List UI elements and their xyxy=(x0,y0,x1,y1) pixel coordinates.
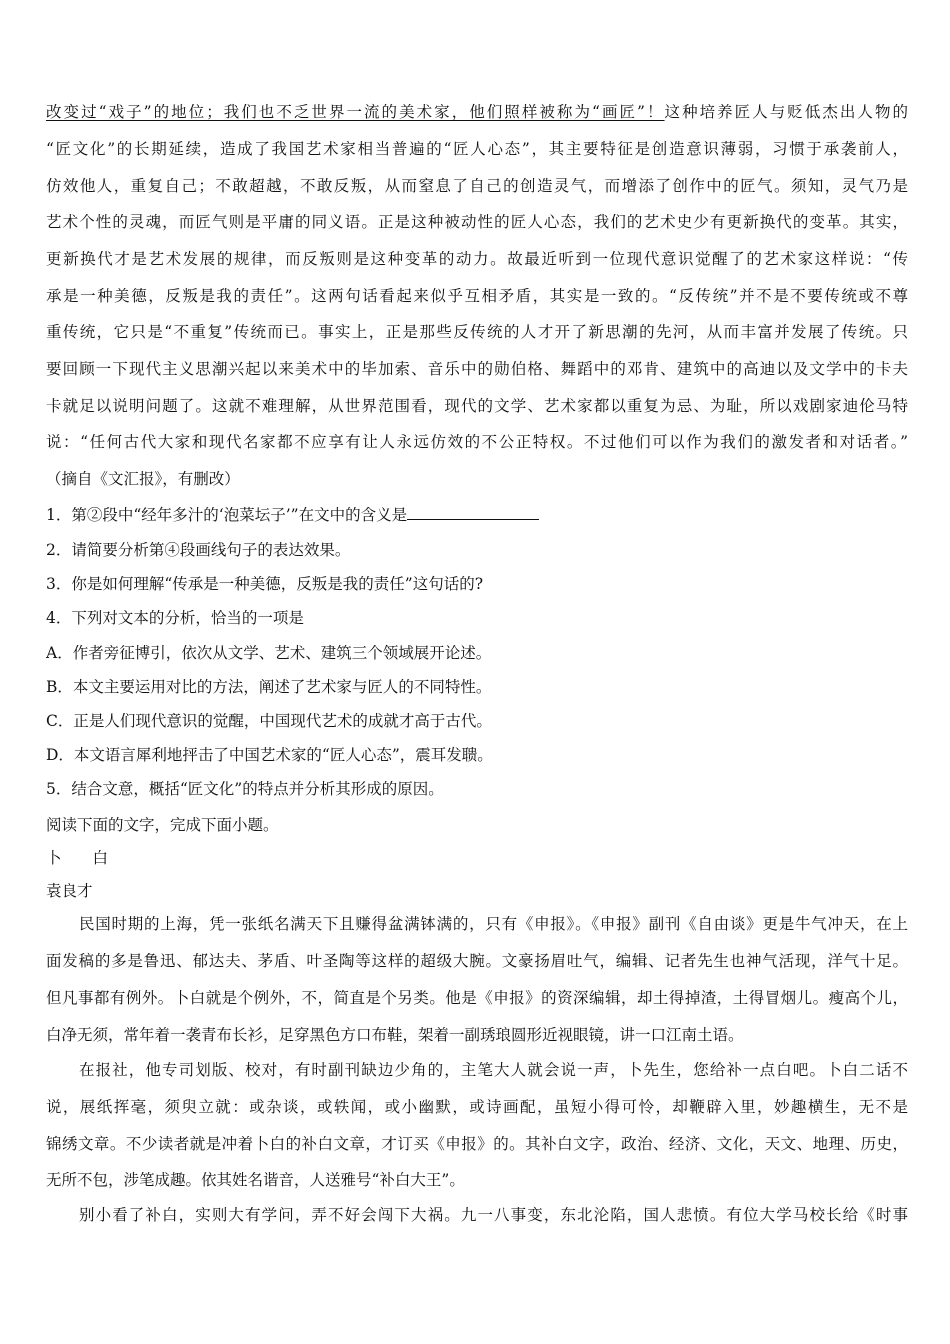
question-1 xyxy=(46,505,908,525)
passage2-line-4: 白净无须，常年着一袭青布长衫，足穿黑色方口布鞋，架着一副琇琅圆形近视眼镜，讲一口江南土语。 xyxy=(46,1026,744,1044)
passage1-line-8: 要回顾一下现代主义思潮兴起以来美术中的毕加索、音乐中的勋伯格、舞蹈中的邓肯、建筑中的高迪以及文学中的卡夫 xyxy=(46,360,908,378)
passage2-line-5: 在报社，他专司划版、校对，有时副刊缺边少角的，主笔大人就会说一声，卜先生，您给补一点白吧。卜白二话不 xyxy=(79,1061,908,1079)
passage1-line-1-rest: 这种培养匠人与贬低杰出人物的 xyxy=(664,103,908,121)
passage2-line-9: 别小看了补白，实则大有学问，弄不好会闯下大祸。九一八事变，东北沦陷，国人悲愤。有位大学马校长给《时事 xyxy=(79,1206,908,1224)
passage2-line-2: 面发稿的多是鲁迅、郁达夫、茅盾、叶圣陶等这样的超级大腕。文豪扬眉吐气，编辑、记者先生也神气活现，洋气十足。 xyxy=(46,952,908,970)
passage2-line-7: 锦绣文章。不少读者就是冲着卜白的补白文章，才订买《申报》的。其补白文字，政治、经济、文化，天文、地理、历史， xyxy=(46,1135,908,1153)
passage2-line-6: 说，展纸挥毫，须臾立就：或杂谈，或轶闻，或小幽默，或诗画配，虽短小得可怜，却鞭辟入里，妙趣横生，无不是 xyxy=(46,1098,908,1116)
passage1-line-1 xyxy=(46,102,908,122)
question-2: 2．请简要分析第④段画线句子的表达效果。 xyxy=(46,541,351,559)
question-5: 5．结合文意，概括“匠文化”的特点并分析其形成的原因。 xyxy=(46,780,444,798)
passage1-source: （摘自《文汇报》，有删改） xyxy=(46,470,240,488)
question-3: 3．你是如何理解“传承是一种美德，反叛是我的责任”这句话的? xyxy=(46,575,484,593)
passage1-line-5: 更新换代才是艺术发展的规律，而反叛则是这种变革的动力。故最近听到一位现代意识觉醒了的艺术家这样说：“传 xyxy=(46,250,908,268)
reading-instruction: 阅读下面的文字，完成下面小题。 xyxy=(46,816,279,834)
passage1-line-9: 卡就足以说明问题了。这就不难理解，从世界范围看，现代的文学、艺术家都以重复为忌、为耻，所以戏剧家迪伦马特 xyxy=(46,397,908,415)
option-d: D．本文语言犀利地抨击了中国艺术家的“匠人心态”，震耳发聩。 xyxy=(46,746,493,764)
answer-blank[interactable] xyxy=(407,505,539,520)
passage1-line-2: “匠文化”的长期延续，造成了我国艺术家相当普遍的“匠人心态”，其主要特征是创造意识薄弱，习惯于承袭前人， xyxy=(46,140,908,158)
passage2-line-8: 无所不包，涉笔成趣。依其姓名谐音，人送雅号“补白大王”。 xyxy=(46,1171,465,1189)
option-b: B．本文主要运用对比的方法，阐述了艺术家与匠人的不同特性。 xyxy=(46,678,492,696)
option-a: A．作者旁征博引，依次从文学、艺术、建筑三个领域展开论述。 xyxy=(46,644,492,662)
passage1-line-6: 承是一种美德，反叛是我的责任”。这两句话看起来似乎互相矛盾，其实是一致的。“反传统”并不是不要传统或不尊 xyxy=(46,287,908,305)
question-4: 4．下列对文本的分析，恰当的一项是 xyxy=(46,609,304,627)
passage1-line-7: 重传统，它只是“不重复”传统而已。事实上，正是那些反传统的人才开了新思潮的先河，从而丰富并发展了传统。只 xyxy=(46,323,908,341)
story-author: 袁良才 xyxy=(46,882,93,900)
passage1-line-3: 仿效他人，重复自己；不敢超越，不敢反叛，从而窒息了自己的创造灵气，而增添了创作中的匠气。须知，灵气乃是 xyxy=(46,177,908,195)
passage1-line-4: 艺术个性的灵魂，而匠气则是平庸的同义语。正是这种被动性的匠人心态，我们的艺术史少有更新换代的变革。其实， xyxy=(46,213,908,231)
option-c: C．正是人们现代意识的觉醒，中国现代艺术的成就才高于古代。 xyxy=(46,712,492,730)
question-1-text: 1．第②段中“经年多汁的‘泡菜坛子’”在文中的含义是 xyxy=(46,506,408,524)
story-title: 卜 白 xyxy=(46,849,109,867)
passage1-line-10: 说：“任何古代大家和现代名家都不应享有让人永远仿效的不公正特权。不过他们可以作为我们的激发者和对话者。” xyxy=(46,433,908,451)
passage2-line-3: 但凡事都有例外。卜白就是个例外，不，简直是个另类。他是《申报》的资深编辑，却土得掉渣，土得冒烟儿。瘦高个儿， xyxy=(46,989,908,1007)
passage2-line-1: 民国时期的上海，凭一张纸名满天下且赚得盆满钵满的，只有《申报》。《申报》副刊《自由谈》更是牛气冲天，在上 xyxy=(79,915,908,933)
underlined-sentence: 改变过“戏子”的地位；我们也不乏世界一流的美术家，他们照样被称为“画匠”！ xyxy=(46,103,665,121)
